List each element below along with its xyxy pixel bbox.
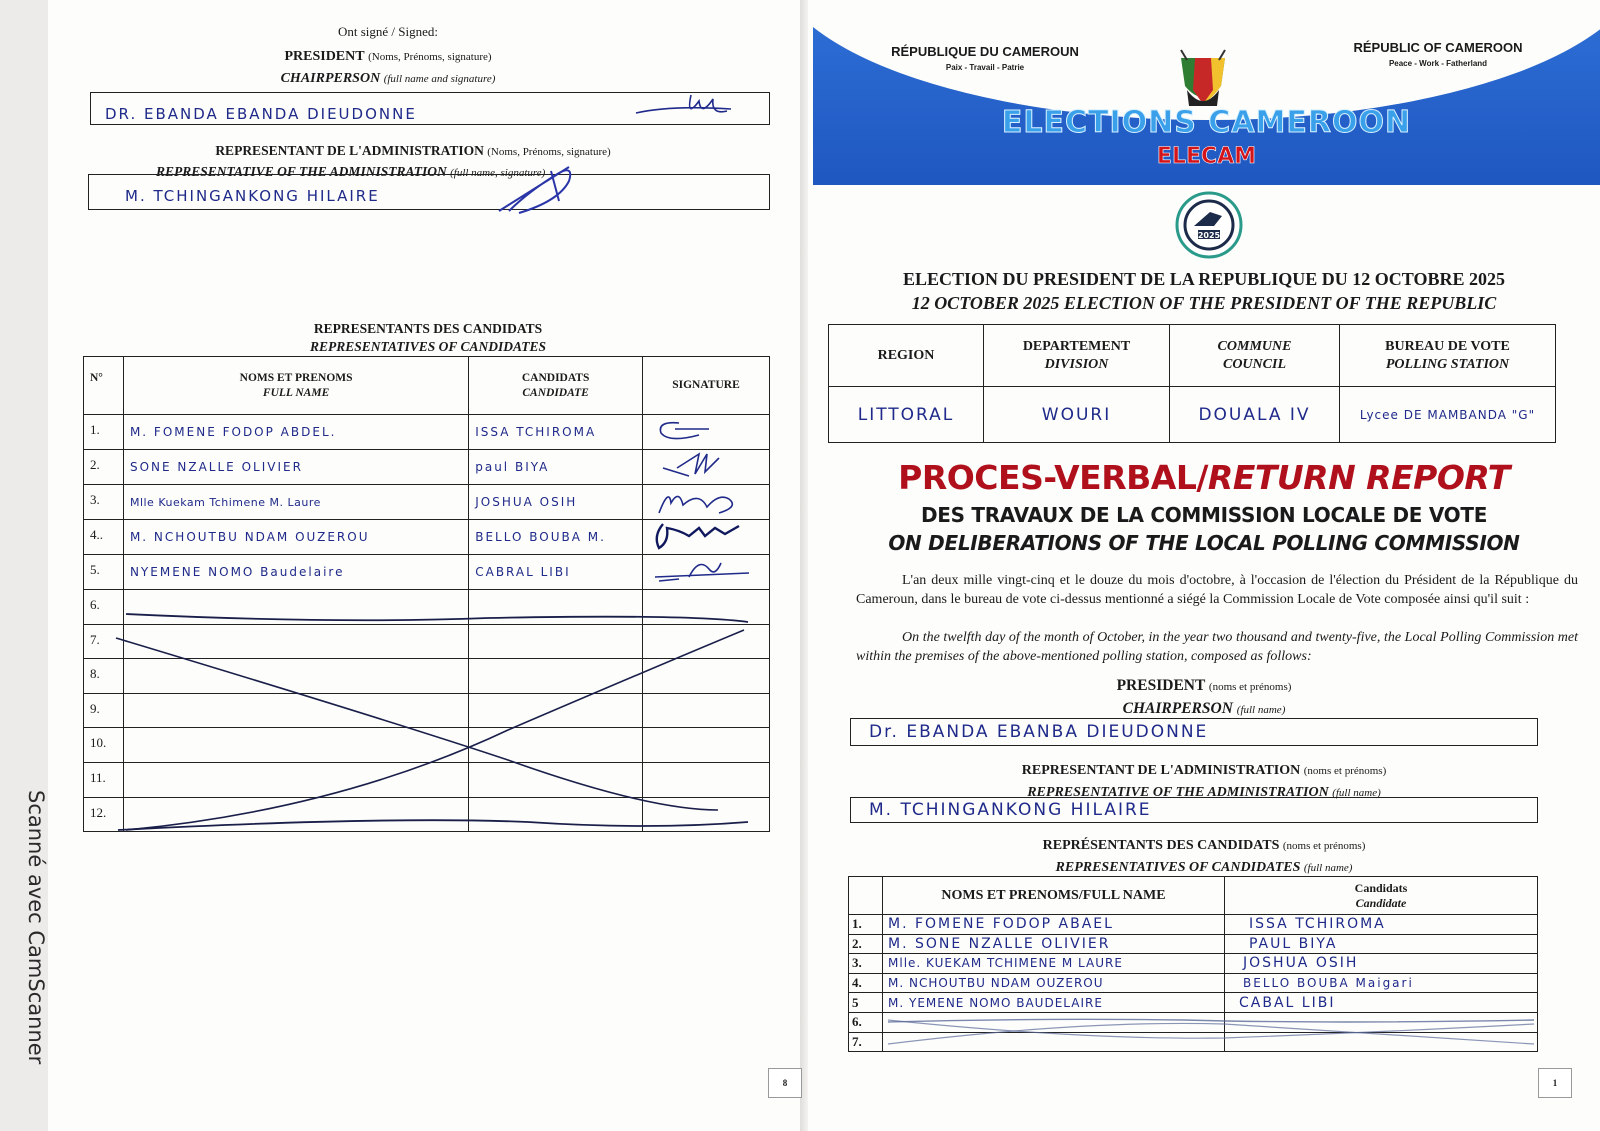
row-candidate[interactable]: CABRAL LIBI bbox=[469, 555, 643, 590]
table-row bbox=[84, 450, 770, 485]
col-name-en: FULL NAME bbox=[262, 386, 330, 399]
row-signature[interactable] bbox=[643, 555, 770, 590]
row-num: 11. bbox=[84, 762, 124, 797]
signed-text: Ont signé / Signed: bbox=[337, 24, 439, 39]
row-num: 2. bbox=[849, 934, 883, 954]
header-council-en: COUNCIL bbox=[1222, 356, 1286, 372]
col-cand-fr: Candidats bbox=[1354, 880, 1408, 895]
signature-icon bbox=[649, 555, 769, 585]
row-num: 4.. bbox=[84, 520, 124, 555]
row-num: 1. bbox=[84, 415, 124, 450]
row-name[interactable]: NYEMENE NOMO Baudelaire bbox=[123, 555, 468, 590]
signature-icon bbox=[649, 415, 729, 445]
header-council-fr: COMMUNE bbox=[1217, 338, 1292, 354]
election-seal-icon bbox=[1174, 190, 1244, 260]
division-value[interactable]: WOURI bbox=[984, 387, 1170, 443]
row-name[interactable]: M. SONE NZALLE OLIVIER bbox=[883, 934, 1225, 954]
col-num: N° bbox=[84, 357, 124, 415]
candidates-section-heading bbox=[808, 835, 1600, 879]
row-num: 3. bbox=[84, 485, 124, 520]
row-signature[interactable] bbox=[643, 520, 770, 555]
col-cand-fr: CANDIDATS bbox=[521, 371, 590, 384]
report-title-en: RETURN REPORT bbox=[1207, 458, 1510, 497]
president-name-field[interactable]: Dr. EBANDA EBANBA DIEUDONNE bbox=[850, 718, 1538, 746]
header-polling-en: POLLING STATION bbox=[1385, 356, 1510, 372]
candidates-title-fr: REPRÉSENTANTS DES CANDIDATS bbox=[1042, 838, 1280, 853]
president-note-fr: (noms et prénoms) bbox=[1208, 681, 1292, 693]
row-candidate[interactable]: ISSA TCHIROMA bbox=[469, 415, 643, 450]
administration-value: M. TCHINGANKONG HILAIRE bbox=[125, 187, 380, 205]
coat-of-arms-icon bbox=[1173, 46, 1233, 112]
row-candidate[interactable]: paul BIYA bbox=[469, 450, 643, 485]
election-title-fr: ELECTION DU PRESIDENT DE LA REPUBLIQUE DU 12 OCTOBRE 2025 bbox=[903, 269, 1505, 289]
row-name[interactable]: M. FOMENE FODOP ABDEL. bbox=[123, 415, 468, 450]
table-header-row bbox=[84, 357, 770, 415]
report-title bbox=[808, 458, 1600, 497]
candidates-title-en: REPRESENTATIVES OF CANDIDATES bbox=[1055, 860, 1301, 875]
administration-field[interactable] bbox=[88, 174, 770, 210]
candidates-title-en: REPRESENTATIVES OF CANDIDATES bbox=[309, 339, 547, 354]
table-row bbox=[849, 993, 1538, 1013]
table-header-row bbox=[849, 877, 1538, 915]
report-subtitle-en: ON DELIBERATIONS OF THE LOCAL POLLING COMMISSION bbox=[888, 531, 1520, 555]
intro-paragraph-fr bbox=[856, 571, 1578, 609]
row-candidate[interactable]: CABAL LIBI bbox=[1225, 993, 1538, 1013]
row-num: 7. bbox=[849, 1032, 883, 1052]
administration-note-fr: (Noms, Prénoms, signature) bbox=[487, 146, 611, 158]
administration-note-fr: (noms et prénoms) bbox=[1303, 765, 1387, 777]
header-region bbox=[829, 325, 984, 387]
row-candidate[interactable]: BELLO BOUBA M. bbox=[469, 520, 643, 555]
header-division-fr: DEPARTEMENT bbox=[1022, 338, 1131, 354]
president-label-fr: PRESIDENT bbox=[1116, 677, 1206, 694]
cross-out-strike-icon bbox=[884, 1014, 1538, 1050]
location-header-row bbox=[829, 325, 1556, 387]
table-row bbox=[849, 973, 1538, 993]
row-name[interactable]: SONE NZALLE OLIVIER bbox=[123, 450, 468, 485]
row-num: 5. bbox=[84, 555, 124, 590]
signature-icon bbox=[649, 485, 749, 515]
signed-label bbox=[48, 24, 728, 40]
row-num: 6. bbox=[849, 1012, 883, 1032]
president-label-fr: PRESIDENT bbox=[284, 49, 365, 64]
region-value[interactable]: LITTORAL bbox=[829, 387, 984, 443]
president-note-en: (full name and signature) bbox=[383, 73, 496, 85]
candidates-note-en: (full name) bbox=[1303, 862, 1353, 874]
svg-text:2025: 2025 bbox=[1197, 231, 1221, 240]
col-signature: SIGNATURE bbox=[643, 357, 770, 415]
president-heading bbox=[48, 46, 728, 90]
row-num: 7. bbox=[84, 624, 124, 659]
intro-en-text: On the twelfth day of the month of October, in the year two thousand and twenty-five, the Local Polling Commission met within the premises of the above-mentioned polling station, composed as follows: bbox=[856, 630, 1578, 664]
header-division-en: DIVISION bbox=[1044, 356, 1109, 372]
col-cand-en: Candidate bbox=[1355, 895, 1407, 910]
signature-icon bbox=[649, 450, 729, 480]
report-title-fr: PROCES-VERBAL/ bbox=[898, 458, 1208, 497]
right-page bbox=[808, 0, 1600, 1131]
intro-paragraph-en bbox=[856, 628, 1578, 666]
administration-label-fr: REPRESENTANT DE L'ADMINISTRATION bbox=[1021, 763, 1301, 778]
col-cand-en: CANDIDATE bbox=[522, 386, 589, 399]
col-full-name bbox=[123, 357, 468, 415]
row-candidate[interactable]: PAUL BIYA bbox=[1225, 934, 1538, 954]
watermark-text: Scanné avec CamScanner bbox=[24, 790, 48, 1065]
row-candidate[interactable]: ISSA TCHIROMA bbox=[1225, 915, 1538, 935]
org-acronym: ELECAM bbox=[1156, 144, 1257, 169]
administration-label-fr: REPRESENTANT DE L'ADMINISTRATION bbox=[215, 143, 484, 158]
president-label-en: CHAIRPERSON bbox=[280, 71, 381, 86]
administration-note-en: (full name) bbox=[1332, 787, 1381, 799]
polling-station-value[interactable]: Lycee DE MAMBANDA "G" bbox=[1340, 387, 1556, 443]
republic-fr-text: RÉPUBLIQUE DU CAMEROUN bbox=[891, 44, 1079, 59]
administration-name-field[interactable]: M. TCHINGANKONG HILAIRE bbox=[850, 797, 1538, 823]
page-number: 8 bbox=[768, 1068, 802, 1098]
row-signature[interactable] bbox=[643, 450, 770, 485]
row-num: 1. bbox=[849, 915, 883, 935]
header-polling-station bbox=[1340, 325, 1556, 387]
left-page bbox=[48, 0, 800, 1131]
row-num: 5 bbox=[849, 993, 883, 1013]
president-note-en: (full name) bbox=[1236, 704, 1286, 716]
intro-fr-text: L'an deux mille vingt-cinq et le douze du mois d'octobre, à l'occasion de l'élection du Président de la République du Cameroun, dans le bureau de vote ci-dessus mentionné a siégé la Commission Locale de Vote composée ainsi qu'il suit : bbox=[856, 573, 1578, 607]
president-value: DR. EBANDA EBANDA DIEUDONNE bbox=[105, 105, 417, 123]
table-row bbox=[84, 415, 770, 450]
row-name[interactable]: Mlle. KUEKAM TCHIMENE M LAURE bbox=[883, 954, 1225, 974]
row-name[interactable]: Mlle Kuekam Tchimene M. Laure bbox=[123, 485, 468, 520]
republic-fr bbox=[885, 44, 1085, 72]
row-num: 4. bbox=[849, 973, 883, 993]
president-field[interactable] bbox=[90, 92, 770, 125]
col-num bbox=[849, 877, 883, 915]
republic-en-text: RÉPUBLIC OF CAMEROON bbox=[1353, 40, 1523, 55]
location-table bbox=[828, 324, 1556, 443]
administration-label-en: REPRESENTATIVE OF THE ADMINISTRATION bbox=[156, 164, 447, 179]
table-row bbox=[849, 934, 1538, 954]
president-section-heading bbox=[808, 675, 1600, 721]
org-name: ELECTIONS CAMEROON bbox=[1001, 105, 1412, 140]
election-title-en: 12 OCTOBER 2025 ELECTION OF THE PRESIDENT OF THE REPUBLIC bbox=[911, 293, 1497, 313]
election-title bbox=[808, 267, 1600, 315]
row-num: 12. bbox=[84, 797, 124, 832]
row-num: 3. bbox=[849, 954, 883, 974]
president-signature-icon bbox=[631, 91, 741, 127]
row-candidate[interactable]: JOSHUA OSIH bbox=[469, 485, 643, 520]
header-region-fr: REGION bbox=[877, 347, 935, 363]
header-division bbox=[984, 325, 1170, 387]
row-signature[interactable] bbox=[643, 415, 770, 450]
council-value[interactable]: DOUALA IV bbox=[1170, 387, 1340, 443]
page-number: 1 bbox=[1538, 1068, 1572, 1098]
cross-out-strike-icon bbox=[88, 600, 788, 840]
location-value-row bbox=[829, 387, 1556, 443]
row-candidate[interactable]: BELLO BOUBA Maigari bbox=[1225, 973, 1538, 993]
report-subtitle-fr: DES TRAVAUX DE LA COMMISSION LOCALE DE VOTE bbox=[920, 503, 1488, 527]
table-row bbox=[84, 520, 770, 555]
table-row bbox=[849, 954, 1538, 974]
candidates-note-fr: (noms et prénoms) bbox=[1282, 840, 1366, 852]
row-name[interactable]: M. NCHOUTBU NDAM OUZEROU bbox=[123, 520, 468, 555]
table-row bbox=[84, 485, 770, 520]
page-gutter bbox=[800, 0, 808, 1131]
administration-note-en: (full name, signature) bbox=[450, 167, 546, 179]
col-full-name: NOMS ET PRENOMS/FULL NAME bbox=[883, 877, 1225, 915]
row-num: 8. bbox=[84, 659, 124, 694]
administration-signature-icon bbox=[489, 161, 589, 221]
row-num: 10. bbox=[84, 728, 124, 763]
row-name[interactable]: M. FOMENE FODOP ABAEL bbox=[883, 915, 1225, 935]
header-council bbox=[1170, 325, 1340, 387]
row-signature[interactable] bbox=[643, 485, 770, 520]
signature-icon bbox=[649, 520, 749, 550]
row-num: 6. bbox=[84, 590, 124, 625]
candidates-title-fr: REPRESENTANTS DES CANDIDATS bbox=[313, 321, 543, 336]
row-name[interactable]: M. NCHOUTBU NDAM OUZEROU bbox=[883, 973, 1225, 993]
table-row bbox=[849, 915, 1538, 935]
administration-label-en: REPRESENTATIVE OF THE ADMINISTRATION bbox=[1027, 785, 1329, 800]
scanner-watermark bbox=[10, 790, 50, 1090]
col-candidate bbox=[469, 357, 643, 415]
motto-fr: Paix - Travail - Patrie bbox=[945, 63, 1025, 72]
motto-en: Peace - Work - Fatherland bbox=[1388, 59, 1488, 68]
row-candidate[interactable]: JOSHUA OSIH bbox=[1225, 954, 1538, 974]
president-note-fr: (Noms, Prénoms, signature) bbox=[368, 51, 492, 63]
row-num: 9. bbox=[84, 693, 124, 728]
elecam-header-banner bbox=[813, 10, 1600, 185]
header-polling-fr: BUREAU DE VOTE bbox=[1385, 338, 1510, 354]
col-name-fr: NOMS ET PRENOMS bbox=[239, 371, 353, 384]
col-candidate bbox=[1225, 877, 1538, 915]
president-label-en: CHAIRPERSON bbox=[1122, 700, 1233, 717]
candidates-heading bbox=[48, 320, 808, 356]
row-name[interactable]: M. YEMENE NOMO BAUDELAIRE bbox=[883, 993, 1225, 1013]
table-row bbox=[84, 555, 770, 590]
row-num: 2. bbox=[84, 450, 124, 485]
republic-en bbox=[1338, 40, 1538, 68]
